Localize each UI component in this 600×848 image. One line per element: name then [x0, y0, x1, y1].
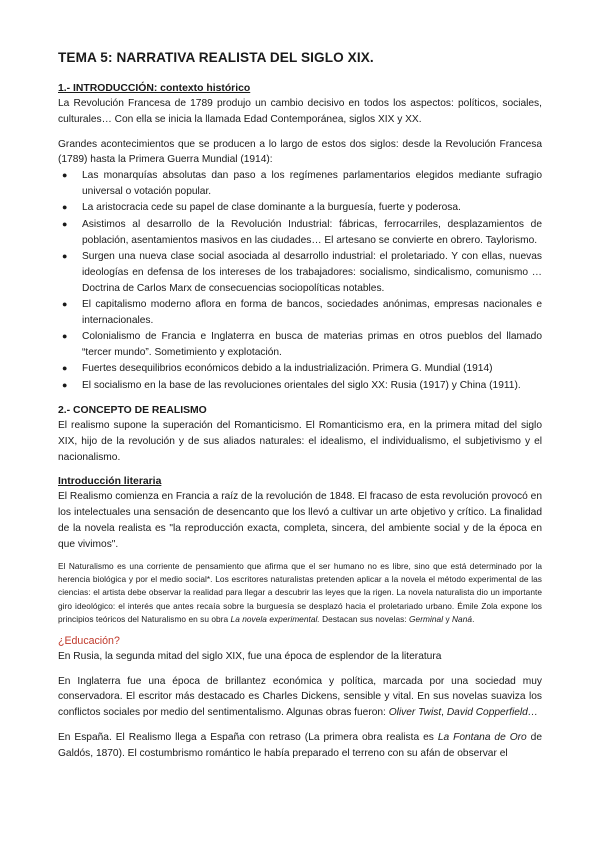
paragraph-revolucion: La Revolución Francesa de 1789 produjo un cambio decisivo en todos los aspectos: políticos, sociales, culturales… Con ella se inicia la llamada Edad Contemporánea, siglos XIX y XX. — [58, 98, 542, 125]
bullet-icon: ● — [62, 250, 68, 261]
section-heading-educacion: ¿Educación? — [58, 634, 120, 647]
list-item: ● El capitalismo moderno aflora en forma de bancos, sociedades anónimas, empresas nacionales e internacionales. — [62, 298, 542, 326]
bullet-list-acontecimientos — [58, 168, 542, 393]
paragraph-rusia: En Rusia, la segunda mitad del siglo XIX, fue una época de esplendor de la literatura — [58, 650, 442, 662]
paragraph-inglaterra: En Inglaterra fue una época de brillantez económica y política, marcada por una sociedad muy conservadora. El escritor más destacado es Charles Dickens, sensible y vital. En sus novelas suaviza los conflictos sociales por medio del sentimentalismo. Algunas obras fueron: Oliver Twist, David Copperfield… — [58, 675, 542, 719]
paragraph-espana: En España. El Realismo llega a España con retraso (La primera obra realista es La Fontana de Oro de Galdós, 1870). El costumbrismo romántico le había preparado el terreno con su afán de observar el — [58, 731, 542, 759]
section-heading-introduccion-literaria: Introducción literaria — [58, 476, 162, 488]
section-heading-concepto-realismo: 2.- CONCEPTO DE REALISMO — [58, 405, 207, 417]
bullet-icon: ● — [62, 331, 68, 342]
bullet-icon: ● — [62, 170, 68, 181]
page-title: TEMA 5: NARRATIVA REALISTA DEL SIGLO XIX. — [58, 50, 374, 65]
paragraph-acontecimientos: Grandes acontecimientos que se producen a lo largo de estos dos siglos: desde la Revolución Francesa (1789) hasta la Primera Guerra Mundial (1914): — [58, 138, 542, 166]
list-item: ● Colonialismo de Francia e Inglaterra en busca de materias primas en otros pueblos del llamado “tercer mundo”. Sometimiento y explotación. — [62, 331, 542, 358]
bullet-icon: ● — [62, 218, 68, 229]
list-item: ● Asistimos al desarrollo de la Revolución Industrial: fábricas, ferrocarriles, desplazamientos de población, asentamientos masivos en las ciudades… El artesano se convierte en obrero. Taylorismo. — [62, 218, 542, 246]
bullet-icon: ● — [62, 298, 68, 309]
bullet-icon: ● — [62, 202, 68, 213]
list-item: ● Surgen una nueva clase social asociada al desarrollo industrial: el proletariado. Y con ellas, nuevas ideologías en defensa de los intereses de los trabajadores: socialismo, sindicalismo, comunismo … Doctrina de Carlos Marx de consecuencias sociopolíticas notables. — [62, 250, 542, 294]
bullet-icon: ● — [62, 363, 68, 374]
list-item: ● Fuertes desequilibrios económicos debido a la industrialización. Primera G. Mundial (1914) — [82, 361, 542, 377]
section-heading-introduccion: 1.- INTRODUCCIÓN: contexto histórico — [58, 83, 251, 94]
list-item: ● El socialismo en la base de las revoluciones orientales del siglo XX: Rusia (1917) y China (1911). — [82, 378, 542, 394]
paragraph-superacion-romanticismo: El realismo supone la superación del Romanticismo. El Romanticismo era, en la primera mitad del siglo XIX, hijo de la revolución y de sus aliados naturales: el idealismo, el individualismo, el subjetivismo y el nacionalismo. — [58, 420, 542, 463]
paragraph-realismo-francia: El Realismo comienza en Francia a raíz de la revolución de 1848. El fracaso de esta revolución provocó en los intelectuales una sensación de desencanto que los llevó a cultivar un arte objetivo y crítico. La finalidad de la novela realista es "la reproducción exacta, completa, sincera, del ambiente social y de la época en que vivimos". — [58, 491, 542, 550]
list-item: ● La aristocracia cede su papel de clase dominante a la burguesía, fuerte y poderosa. — [82, 200, 542, 216]
bullet-icon: ● — [62, 379, 68, 390]
list-item: ● Las monarquías absolutas dan paso a los regímenes parlamentarios elegidos mediante sufragio universal o votación popular. — [62, 170, 542, 197]
paragraph-naturalismo: El Naturalismo es una corriente de pensamiento que afirma que el ser humano no es libre, sino que está determinado por la herencia biológica y por el medio social*. Los escritores naturalistas pretenden aplicar a la novela el método experimental de las ciencias: el artista debe observar la realidad para llegar a descubrir las leyes que la rigen. La novela naturalista dio un importante giro ideológico: el interés que antes recaía sobre la burguesía se desplazó hacia el proletariado urbano. Émile Zola expone los principios teóricos del Naturalismo en su obra La novela experimental. Destacan sus novelas: Germinal y Naná. — [58, 560, 542, 625]
